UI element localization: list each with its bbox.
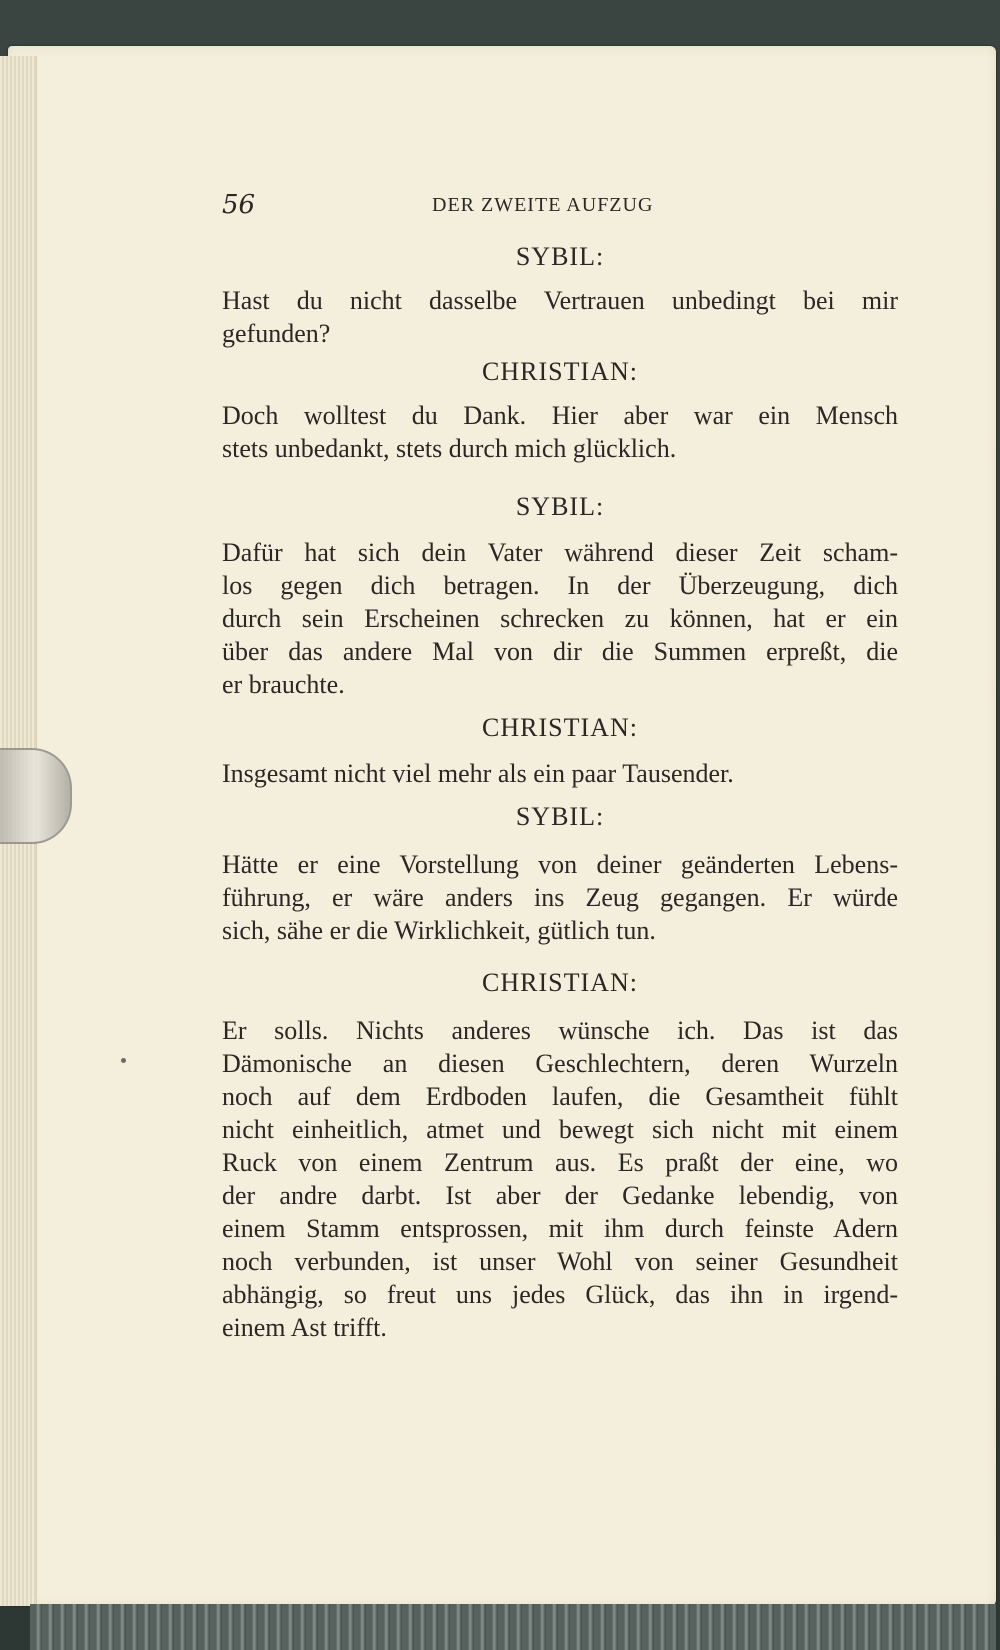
text-line: noch verbunden, ist unser Wohl von seiner Gesundheit: [222, 1247, 898, 1276]
text-line: Doch wolltest du Dank. Hier aber war ein Mensch: [222, 401, 898, 430]
book-cover-edge: [30, 1604, 996, 1650]
margin-mark: [121, 1058, 126, 1063]
page-number: 56: [222, 190, 256, 220]
text-line: der andre darbt. Ist aber der Gedanke lebendig, von: [222, 1181, 898, 1210]
text-line: stets unbedankt, stets durch mich glücklich.: [222, 434, 677, 463]
text-line: los gegen dich betragen. In der Überzeugung, dich: [222, 571, 898, 600]
speaker-label: CHRISTIAN:: [482, 357, 638, 386]
speaker-label: CHRISTIAN:: [482, 713, 638, 742]
text-line: Hast du nicht dasselbe Vertrauen unbedingt bei mir: [222, 286, 898, 315]
text-line: durch sein Erscheinen schrecken zu können, hat er ein: [222, 604, 898, 633]
dialogue-text: [222, 848, 898, 947]
dialogue-text: [222, 284, 898, 350]
text-line: er brauchte.: [222, 670, 345, 699]
text-line: Er solls. Nichts anderes wünsche ich. Das ist das: [222, 1016, 898, 1045]
text-line: Dämonische an diesen Geschlechtern, deren Wurzeln: [222, 1049, 898, 1078]
dialogue-text: [222, 536, 898, 701]
running-head: DER ZWEITE AUFZUG: [432, 194, 654, 216]
text-line: über das andere Mal von dir die Summen erpreßt, die: [222, 637, 898, 666]
page-header: [222, 190, 898, 226]
text-line: Hätte er eine Vorstellung von deiner geänderten Lebens-: [222, 850, 898, 879]
dialogue-text: [222, 1014, 898, 1344]
book-clip: [0, 748, 72, 844]
speaker-label: SYBIL:: [515, 492, 605, 521]
speaker-label: SYBIL:: [515, 802, 605, 831]
text-line: noch auf dem Erdboden laufen, die Gesamtheit fühlt: [222, 1082, 898, 1111]
speaker-label: CHRISTIAN:: [482, 968, 638, 997]
text-line: nicht einheitlich, atmet und bewegt sich nicht mit einem: [222, 1115, 898, 1144]
text-line: sich, sähe er die Wirklichkeit, gütlich tun.: [222, 916, 656, 945]
text-line: Ruck von einem Zentrum aus. Es praßt der eine, wo: [222, 1148, 898, 1177]
dialogue-text: [222, 399, 898, 465]
text-line: Insgesamt nicht viel mehr als ein paar Tausender.: [222, 759, 734, 788]
speaker-label: SYBIL:: [515, 242, 605, 271]
text-line: einem Ast trifft.: [222, 1313, 387, 1342]
text-line: führung, er wäre anders ins Zeug gegangen. Er würde: [222, 883, 898, 912]
text-line: gefunden?: [222, 319, 331, 348]
text-line: Dafür hat sich dein Vater während dieser Zeit scham-: [222, 538, 898, 567]
text-line: einem Stamm entsprossen, mit ihm durch feinste Adern: [222, 1214, 898, 1243]
dialogue-text: [222, 757, 898, 790]
text-line: abhängig, so freut uns jedes Glück, das ihn in irgend-: [222, 1280, 898, 1309]
